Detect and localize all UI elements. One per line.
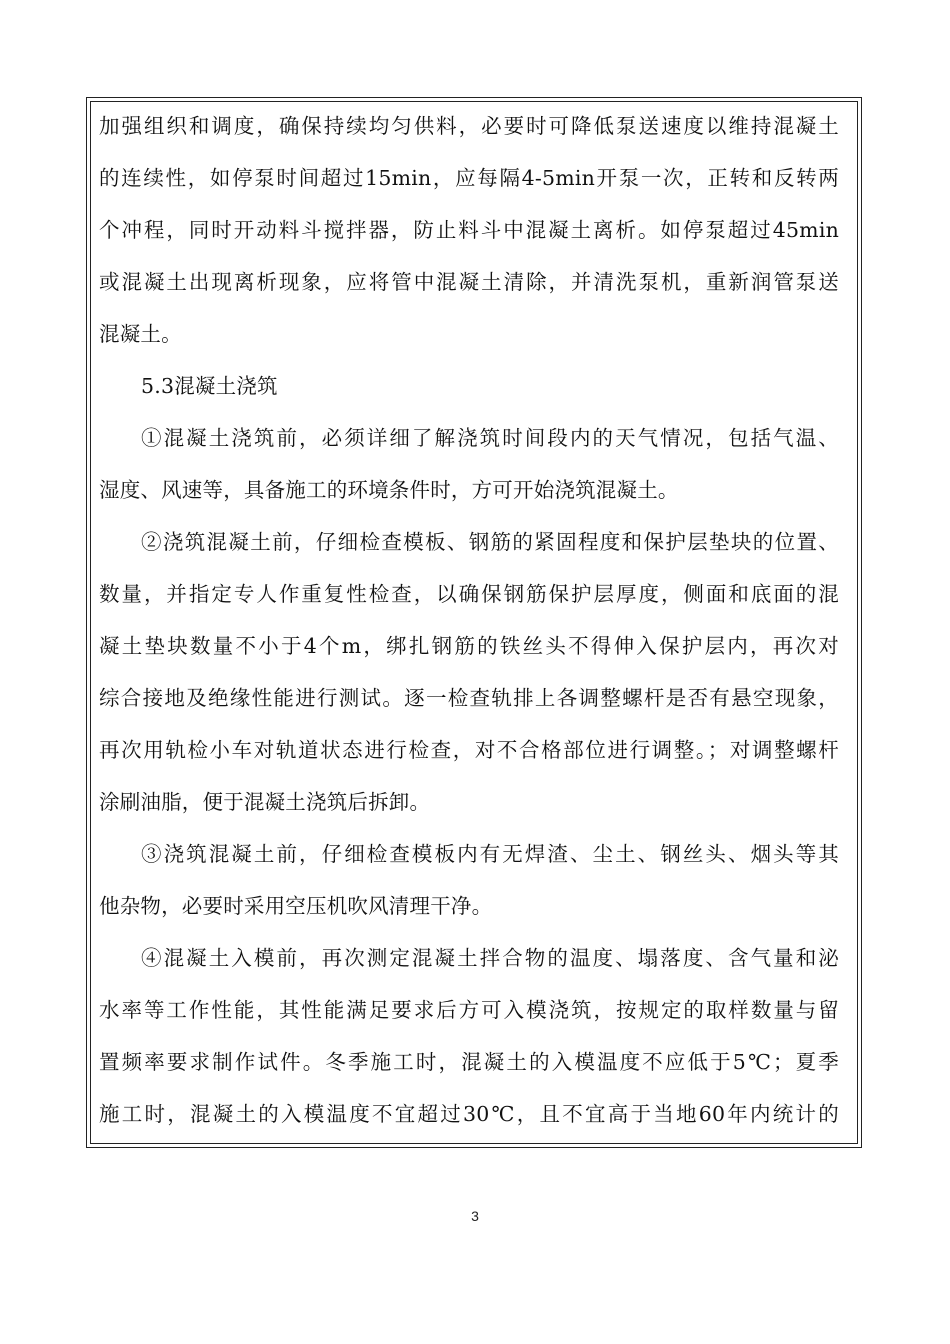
text-line: ②浇筑混凝土前，仔细检查模板、钢筋的紧固程度和保护层垫块的位置、 (141, 530, 839, 554)
text-line: 涂刷油脂，便于混凝土浇筑后拆卸。 (99, 790, 431, 814)
text-line: 水率等工作性能，其性能满足要求后方可入模浇筑，按规定的取样数量与留 (99, 998, 839, 1022)
section-heading: 5.3混凝土浇筑 (141, 374, 278, 398)
text-line: ①混凝土浇筑前，必须详细了解浇筑时间段内的天气情况，包括气温、 (141, 426, 839, 450)
text-line: ④混凝土入模前，再次测定混凝土拌合物的温度、塌落度、含气量和泌 (141, 946, 839, 970)
text-line: 施工时，混凝土的入模温度不宜超过30℃，且不宜高于当地60年内统计的 (99, 1102, 839, 1126)
text-line: 数量，并指定专人作重复性检查，以确保钢筋保护层厚度，侧面和底面的混 (99, 582, 839, 606)
text-line: 综合接地及绝缘性能进行测试。逐一检查轨排上各调整螺杆是否有悬空现象， (99, 686, 839, 710)
text-line: 加强组织和调度，确保持续均匀供料，必要时可降低泵送速度以维持混凝土 (99, 114, 839, 138)
text-line: 置频率要求制作试件。冬季施工时，混凝土的入模温度不应低于5℃；夏季 (99, 1050, 839, 1074)
text-body (99, 100, 839, 1140)
text-line: 再次用轨检小车对轨道状态进行检查，对不合格部位进行调整。；对调整螺杆 (99, 738, 839, 762)
page-number: 3 (471, 1208, 479, 1224)
text-line: 混凝土。 (99, 322, 182, 346)
text-line: 凝土垫块数量不小于4个m，绑扎钢筋的铁丝头不得伸入保护层内，再次对 (99, 634, 839, 658)
text-line: 湿度、风速等，具备施工的环境条件时，方可开始浇筑混凝土。 (99, 478, 679, 502)
text-line: 的连续性，如停泵时间超过15min，应每隔4-5min开泵一次，正转和反转两 (99, 166, 839, 190)
text-line: 或混凝土出现离析现象，应将管中混凝土清除，并清洗泵机，重新润管泵送 (99, 270, 839, 294)
text-line: 个冲程，同时开动料斗搅拌器，防止料斗中混凝土离析。如停泵超过45min (99, 218, 839, 242)
text-line: 他杂物，必要时采用空压机吹风清理干净。 (99, 894, 493, 918)
text-line: ③浇筑混凝土前，仔细检查模板内有无焊渣、尘土、钢丝头、烟头等其 (141, 842, 839, 866)
